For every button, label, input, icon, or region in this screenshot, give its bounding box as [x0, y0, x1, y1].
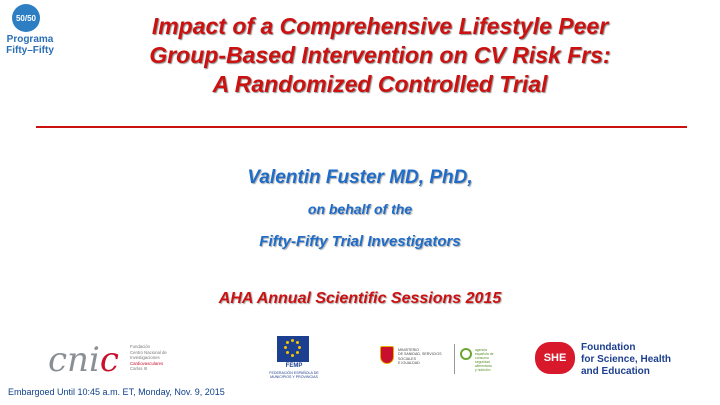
femp-sub-line2: MUNICIPIOS Y PROVINCIAS: [270, 375, 318, 380]
programa-fifty-fifty-logo: [4, 4, 56, 70]
ministerio-text: [398, 348, 454, 366]
aecosan-line: y nutrición: [475, 368, 491, 372]
ministerio-line: MINISTERIO: [398, 348, 419, 352]
title-line3: A Randomized Controlled Trial: [212, 71, 548, 97]
program-name: [4, 34, 56, 56]
eu-stars-icon: [277, 336, 309, 362]
aecosan-text: [475, 348, 499, 372]
cnic-word-prefix: cni: [48, 340, 100, 380]
aecosan-line: española de: [475, 352, 494, 356]
cnic-info-line: Cardiovasculares: [130, 360, 164, 366]
meeting-name: AHA Annual Scientific Sessions 2015: [218, 290, 502, 307]
she-line3: and Education: [581, 366, 650, 377]
cnic-info-line: Centro Nacional de: [130, 349, 167, 355]
slide-title: [60, 12, 700, 99]
cnic-wordmark: [48, 340, 119, 380]
ministerio-line: DE SANIDAD, SERVICIOS SOCIALES: [398, 352, 442, 361]
title-divider: [36, 126, 687, 128]
program-name-line1: Programa: [6, 34, 54, 45]
she-line2: for Science, Health: [581, 354, 672, 365]
on-behalf-text: on behalf of the: [307, 201, 413, 217]
title-line2: Group-Based Intervention on CV Risk Frs:: [149, 42, 611, 68]
aecosan-line: seguridad: [475, 360, 490, 364]
aecosan-line: consumo: [475, 356, 489, 360]
she-heart-badge-icon: SHE: [535, 342, 575, 374]
title-line1: Impact of a Comprehensive Lifestyle Peer: [151, 13, 609, 39]
ministerio-logo: [380, 344, 496, 378]
cnic-word-suffix: c: [99, 340, 119, 380]
fifty-fifty-circle-icon: 50/50: [12, 4, 40, 32]
aecosan-leaf-icon: [460, 348, 472, 360]
aecosan-line: alimentaria: [475, 364, 492, 368]
cnic-info-line: Fundación: [130, 344, 151, 349]
femp-sub-line1: FEDERACIÓN ESPAÑOLA DE: [269, 371, 319, 375]
author-name: Valentin Fuster MD, PhD,: [247, 167, 473, 188]
she-line1: Foundation: [581, 342, 636, 353]
she-text: [581, 342, 691, 378]
spain-coat-of-arms-icon: [380, 346, 394, 364]
cnic-info: [130, 344, 180, 372]
aecosan-line: agencia: [475, 348, 487, 352]
ministerio-line: E IGUALDAD: [398, 361, 420, 366]
ministerio-separator: [454, 344, 455, 374]
cnic-info-line: Carlos III: [130, 366, 148, 372]
femp-label: FEMP: [285, 363, 303, 369]
program-name-line2: Fifty–Fifty: [6, 45, 54, 56]
cnic-info-line: Investigaciones: [130, 355, 160, 361]
cnic-logo: [48, 340, 178, 386]
embargo-notice: Embargoed Until 10:45 a.m. ET, Monday, Nov. 9, 2015: [8, 387, 225, 397]
investigators-text: Fifty-Fifty Trial Investigators: [259, 233, 461, 250]
femp-subtitle: [248, 371, 340, 379]
femp-logo: [248, 336, 340, 384]
she-foundation-logo: [535, 340, 685, 384]
